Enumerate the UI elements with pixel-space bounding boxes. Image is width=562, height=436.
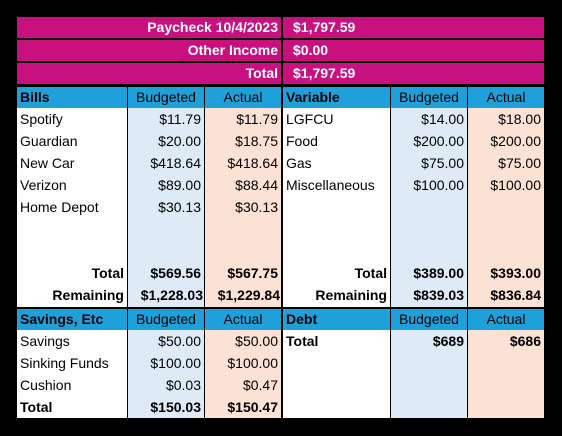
variable-col-actual: Actual xyxy=(468,87,544,108)
bill-budgeted: $30.13 xyxy=(158,199,201,215)
savings-col-actual: Actual xyxy=(205,309,281,330)
debt-total-row xyxy=(283,331,544,352)
variable-total-row xyxy=(283,263,544,284)
variable-remaining-actual: $836.84 xyxy=(490,287,541,303)
variable-title: Variable xyxy=(283,87,390,108)
bill-actual: $30.13 xyxy=(235,199,278,215)
bills-total-label: Total xyxy=(91,265,124,281)
variable-remaining-label: Remaining xyxy=(315,287,387,303)
paycheck-label: Paycheck 10/4/2023 xyxy=(17,17,281,38)
bills-total-actual: $567.75 xyxy=(227,265,278,281)
debt-header-row xyxy=(283,309,544,330)
other-income-value: $0.00 xyxy=(283,40,544,61)
debt-col-budgeted: Budgeted xyxy=(391,309,467,330)
income-total-row xyxy=(17,63,544,84)
savings-title: Savings, Etc xyxy=(17,309,127,330)
variable-actual: $200.00 xyxy=(490,133,541,149)
table-row xyxy=(17,131,281,152)
table-row xyxy=(17,353,281,374)
bill-budgeted: $11.79 xyxy=(159,111,201,127)
variable-budgeted: $14.00 xyxy=(421,111,464,127)
other-income-row xyxy=(17,40,544,61)
variable-budgeted: $75.00 xyxy=(421,155,464,171)
table-row xyxy=(17,331,281,352)
bills-col-budgeted: Budgeted xyxy=(128,87,204,108)
savings-budgeted: $100.00 xyxy=(150,355,201,371)
variable-name: Miscellaneous xyxy=(286,177,375,193)
bill-actual: $11.79 xyxy=(236,111,278,127)
variable-budgeted: $100.00 xyxy=(413,177,464,193)
bills-title: Bills xyxy=(17,87,127,108)
variable-remaining-budgeted: $839.03 xyxy=(413,287,464,303)
budget-sheet xyxy=(17,17,544,418)
bills-remaining-actual: $1,229.84 xyxy=(217,287,280,303)
savings-total-label: Total xyxy=(20,399,53,415)
other-income-label: Other Income xyxy=(17,40,281,61)
variable-total-budgeted: $389.00 xyxy=(413,265,464,281)
table-row xyxy=(283,109,544,130)
bills-total-budgeted: $569.56 xyxy=(150,265,201,281)
savings-budgeted: $50.00 xyxy=(158,333,201,349)
savings-col-budgeted: Budgeted xyxy=(128,309,204,330)
bills-header-row xyxy=(17,87,281,108)
debt-total-actual: $686 xyxy=(509,333,541,349)
bill-budgeted: $418.64 xyxy=(150,155,201,171)
variable-actual: $100.00 xyxy=(490,177,541,193)
bill-name: New Car xyxy=(20,155,75,171)
variable-total-actual: $393.00 xyxy=(490,265,541,281)
variable-name: Food xyxy=(286,133,318,149)
bill-name: Spotify xyxy=(20,111,63,127)
bill-name: Guardian xyxy=(20,133,78,149)
savings-total-row xyxy=(17,397,281,418)
bill-actual: $88.44 xyxy=(235,177,278,193)
savings-budgeted: $0.03 xyxy=(165,377,201,393)
bills-remaining-row xyxy=(17,285,281,306)
savings-total-budgeted: $150.03 xyxy=(150,399,201,415)
table-row xyxy=(283,153,544,174)
bill-budgeted: $89.00 xyxy=(158,177,201,193)
income-total-value: $1,797.59 xyxy=(283,63,544,84)
paycheck-row xyxy=(17,17,544,38)
savings-header-row xyxy=(17,309,281,330)
bill-actual: $18.75 xyxy=(235,133,278,149)
bill-name: Verizon xyxy=(20,177,67,193)
table-row xyxy=(17,109,281,130)
bill-budgeted: $20.00 xyxy=(158,133,201,149)
debt-col-actual: Actual xyxy=(468,309,544,330)
table-row xyxy=(17,153,281,174)
table-row xyxy=(17,375,281,396)
bills-remaining-budgeted: $1,228.03 xyxy=(140,287,203,303)
variable-name: Gas xyxy=(286,155,312,171)
debt-section xyxy=(283,309,544,418)
bill-actual: $418.64 xyxy=(227,155,278,171)
income-total-label: Total xyxy=(17,63,281,84)
variable-remaining-row xyxy=(283,285,544,306)
paycheck-value: $1,797.59 xyxy=(283,17,544,38)
savings-total-actual: $150.47 xyxy=(227,399,278,415)
bills-section xyxy=(17,87,281,307)
variable-budgeted: $200.00 xyxy=(413,133,464,149)
savings-actual: $50.00 xyxy=(235,333,278,349)
variable-header-row xyxy=(283,87,544,108)
table-row xyxy=(283,131,544,152)
variable-actual: $18.00 xyxy=(498,111,541,127)
variable-col-budgeted: Budgeted xyxy=(391,87,467,108)
bills-total-row xyxy=(17,263,281,284)
savings-name: Cushion xyxy=(20,377,72,393)
savings-actual: $0.47 xyxy=(242,377,278,393)
variable-section xyxy=(283,87,544,307)
bills-remaining-label: Remaining xyxy=(52,287,124,303)
table-row xyxy=(283,175,544,196)
variable-actual: $75.00 xyxy=(498,155,541,171)
debt-total-budgeted: $689 xyxy=(432,333,464,349)
savings-name: Sinking Funds xyxy=(20,355,109,371)
table-row xyxy=(17,197,281,218)
savings-actual: $100.00 xyxy=(227,355,278,371)
variable-total-label: Total xyxy=(354,265,387,281)
bills-col-actual: Actual xyxy=(205,87,281,108)
savings-name: Savings xyxy=(20,333,70,349)
table-row xyxy=(17,175,281,196)
bill-name: Home Depot xyxy=(20,199,99,215)
debt-total-label: Total xyxy=(286,333,319,349)
savings-section xyxy=(17,309,281,418)
debt-title: Debt xyxy=(283,309,390,330)
variable-name: LGFCU xyxy=(286,111,334,127)
